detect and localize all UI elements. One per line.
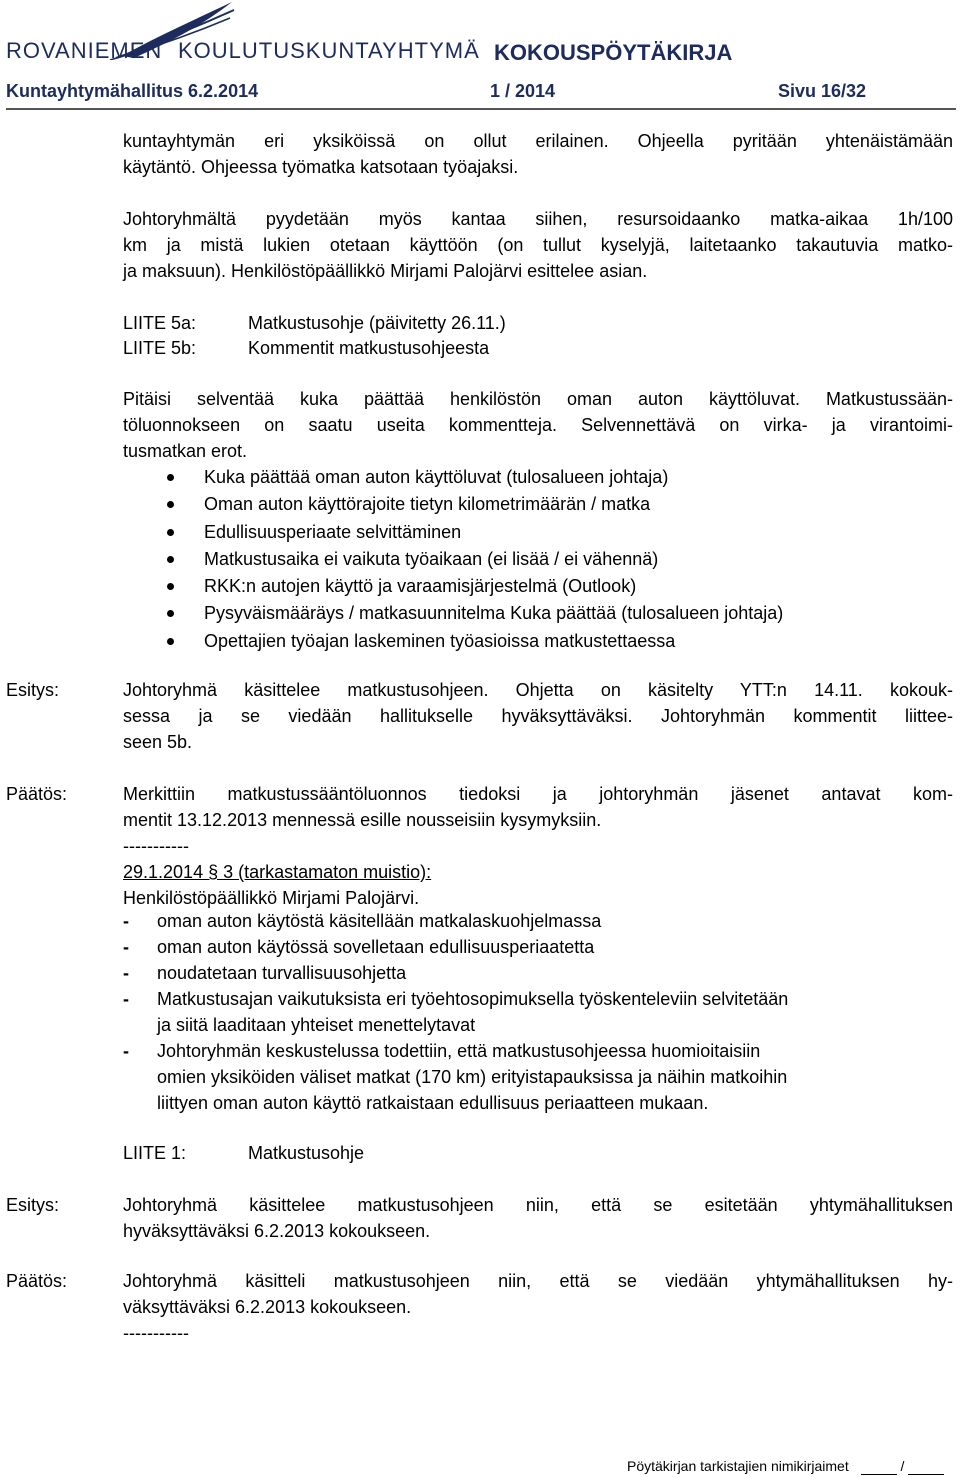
attachment-title: Matkustusohje (päivitetty 26.11.)	[248, 313, 506, 333]
text-line: Johtoryhmältä pyydetään myös kantaa siihen, resursoidaanko matka-aikaa 1h/100	[123, 209, 953, 229]
list-item: Edullisuusperiaate selvittäminen	[160, 519, 783, 546]
text-line: ja siitä laaditaan yhteiset menettelytavat	[157, 1015, 476, 1035]
dash-marker: -	[123, 989, 129, 1009]
text-line: Johtoryhmä käsittelee matkustusohjeen. Ohjetta on käsitelty YTT:n 14.11. kokouk-	[123, 680, 953, 700]
list-item: Kuka päättää oman auton käyttöluvat (tulosalueen johtaja)	[160, 464, 783, 491]
separator: -----------	[123, 1323, 189, 1343]
dash-marker: -	[123, 911, 129, 931]
meeting-number: 1 / 2014	[490, 81, 556, 101]
text-line: ja maksuun). Henkilöstöpäällikkö Mirjami Palojärvi esittelee asian.	[123, 261, 648, 281]
memo-heading: 29.1.2014 § 3 (tarkastamaton muistio):	[123, 862, 432, 882]
text-line: Johtoryhmä käsitteli matkustusohjeen niin, että se viedään yhtymähallituksen hy-	[123, 1271, 953, 1291]
initials-blank	[908, 1458, 944, 1475]
text-line: sessa ja se viedään hallitukselle hyväksyttäväksi. Johtoryhmän kommentit liittee-	[123, 706, 953, 726]
dash-list	[123, 908, 788, 1116]
text-line: oman auton käytöstä käsitellään matkalaskuohjelmassa	[157, 911, 602, 931]
list-item: RKK:n autojen käyttö ja varaamisjärjestelmä (Outlook)	[160, 573, 783, 600]
list-item: Matkustusaika ei vaikuta työaikaan (ei lisää / ei vähennä)	[160, 546, 783, 573]
paatos-label: Päätös:	[6, 1271, 68, 1291]
text-line: Johtoryhmä käsittelee matkustusohjeen niin, että se esitetään yhtymähallituksen	[123, 1195, 953, 1215]
text-line: seen 5b.	[123, 732, 193, 752]
text-line: km ja mistä lukien otetaan käyttöön (on tullut kyselyjä, laitetaanko takautuvia matko-	[123, 235, 953, 255]
list-item: Opettajien työajan laskeminen työasioissa matkustettaessa	[160, 628, 783, 655]
text-line: mentit 13.12.2013 mennessä esille nousseisiin kysymyksiin.	[123, 810, 602, 830]
footer-label: Pöytäkirjan tarkistajien nimikirjaimet	[627, 1458, 849, 1474]
meeting-name: Kuntayhtymähallitus 6.2.2014	[6, 81, 259, 101]
text-line: oman auton käytössä sovelletaan edullisuusperiaatetta	[157, 937, 595, 957]
org-name-part2: KOULUTUSKUNTAYHTYMÄ	[178, 38, 480, 63]
attachment-label: LIITE 5b:	[123, 338, 197, 358]
text-line: Pitäisi selventää kuka päättää henkilöstön oman auton käyttöluvat. Matkustussään-	[123, 389, 953, 409]
page-number: Sivu 16/32	[778, 81, 867, 101]
text-line: Merkittiin matkustussääntöluonnos tiedoksi ja johtoryhmän jäsenet antavat kom-	[123, 784, 953, 804]
memo-intro: Henkilöstöpäällikkö Mirjami Palojärvi.	[123, 888, 420, 908]
org-name-part1: ROVANIEMEN	[6, 38, 163, 63]
text-line: tusmatkan erot.	[123, 441, 248, 461]
dash-marker: -	[123, 937, 129, 957]
attachment-label: LIITE 1:	[123, 1143, 187, 1163]
text-line: kuntayhtymän eri yksiköissä on ollut erilainen. Ohjeella pyritään yhtenäistämään	[123, 131, 953, 151]
text-line: omien yksiköiden väliset matkat (170 km) erityistapauksissa ja näihin matkoihin	[157, 1067, 788, 1087]
esitys-text	[123, 1192, 953, 1244]
dash-item	[123, 1038, 788, 1116]
text-line: töluonnokseen on saatu useita kommentteja. Selvennettävä on virka- ja virantoimi-	[123, 415, 953, 435]
esitys-label: Esitys:	[6, 680, 60, 700]
paatos-text	[123, 1268, 953, 1346]
esitys-text	[123, 677, 953, 755]
dash-item	[123, 934, 788, 960]
header-divider	[6, 108, 956, 110]
text-line: käytäntö. Ohjeessa työmatka katsotaan työajaksi.	[123, 157, 519, 177]
paatos-label: Päätös:	[6, 784, 68, 804]
separator: -----------	[123, 836, 189, 856]
dash-item	[123, 960, 788, 986]
text-line: väksyttäväksi 6.2.2013 kokoukseen.	[123, 1297, 412, 1317]
paragraph-3	[123, 386, 953, 464]
footer	[627, 1458, 944, 1475]
attachment-label: LIITE 5a:	[123, 313, 197, 333]
document-type: KOKOUSPÖYTÄKIRJA	[494, 40, 733, 65]
dash-marker: -	[123, 963, 129, 983]
text-line: Matkustusajan vaikutuksista eri työehtosopimuksella työskenteleviin selvitetään	[157, 989, 789, 1009]
list-item: Pysyväismääräys / matkasuunnitelma Kuka päättää (tulosalueen johtaja)	[160, 600, 783, 627]
attachment-title: Kommentit matkustusohjeesta	[248, 338, 490, 358]
paragraph-1	[123, 128, 953, 180]
attachment-title: Matkustusohje	[248, 1143, 365, 1163]
dash-item	[123, 986, 788, 1038]
initials-slash: /	[900, 1458, 905, 1474]
dash-marker: -	[123, 1041, 129, 1061]
text-line: noudatetaan turvallisuusohjetta	[157, 963, 407, 983]
esitys-label: Esitys:	[6, 1195, 60, 1215]
initials-blank	[861, 1458, 897, 1475]
text-line: liittyen oman auton käyttö ratkaistaan edullisuus periaatteen mukaan.	[157, 1093, 709, 1113]
paatos-text	[123, 781, 953, 911]
text-line: hyväksyttäväksi 6.2.2013 kokoukseen.	[123, 1221, 431, 1241]
text-line: Johtoryhmän keskustelussa todettiin, että matkustusohjeessa huomioitaisiin	[157, 1041, 761, 1061]
dash-item	[123, 908, 788, 934]
bullet-list	[160, 464, 783, 655]
list-item: Oman auton käyttörajoite tietyn kilometrimäärän / matka	[160, 491, 783, 518]
paragraph-2	[123, 206, 953, 284]
